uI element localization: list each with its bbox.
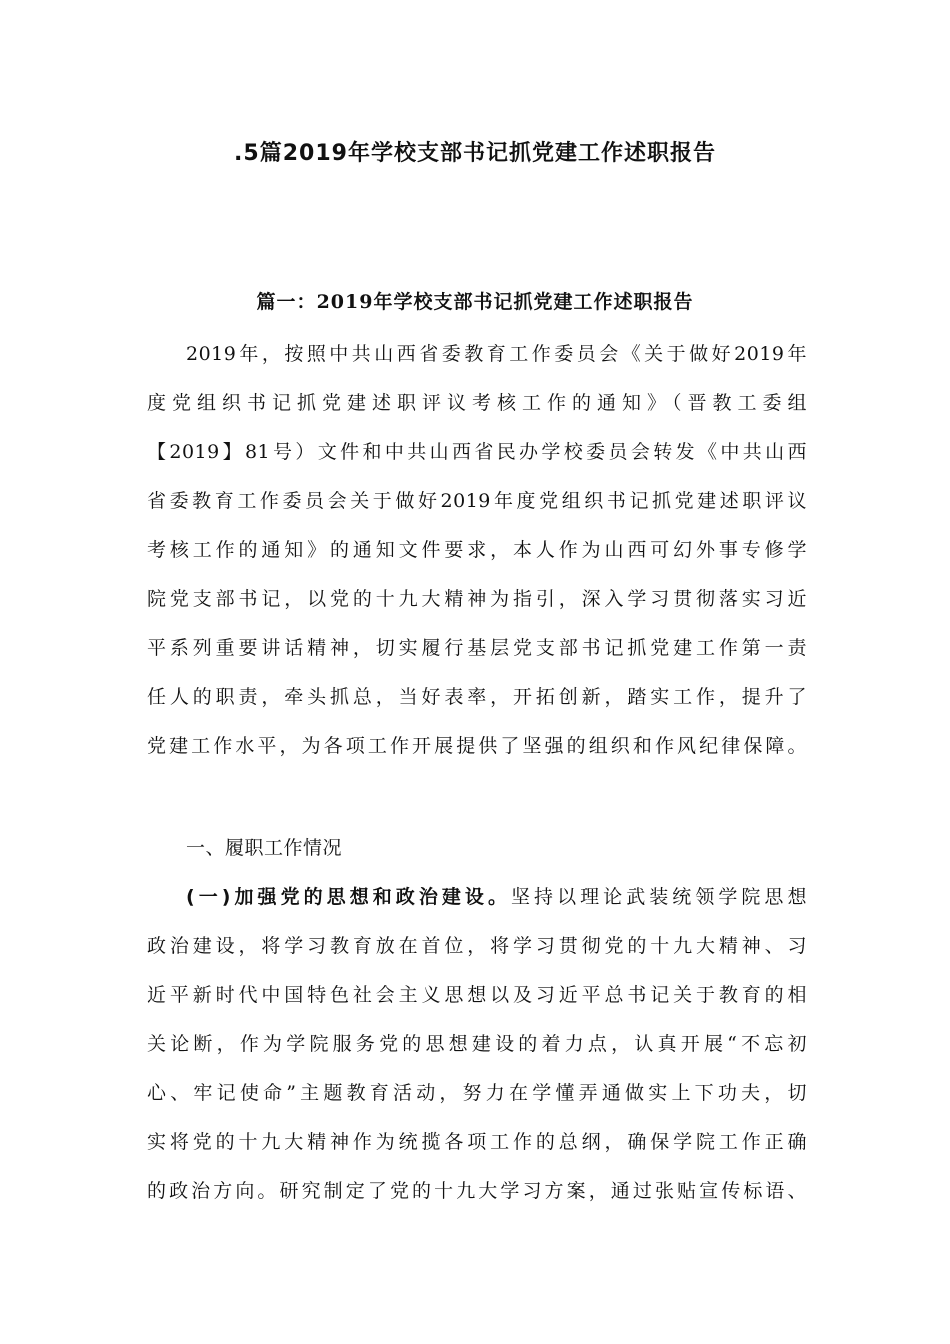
paragraph-line: 政治建设，将学习教育放在首位，将学习贯彻党的十九大精神、习 — [147, 935, 807, 957]
article-heading-text: 2019年学校支部书记抓党建工作述职报告 — [316, 291, 694, 313]
paragraph-line-rest: 坚持以理论武装统领学院思想 — [510, 886, 807, 908]
section-1 — [147, 824, 807, 1216]
paragraph-line: 心、牢记使命”主题教育活动，努力在学懂弄通做实上下功夫，切 — [147, 1082, 807, 1104]
paragraph-line: 考核工作的通知》的通知文件要求，本人作为山西可幻外事专修学 — [147, 539, 807, 561]
paragraph-1 — [147, 330, 807, 771]
document-title: .5篇2019年学校支部书记抓党建工作述职报告 — [234, 141, 716, 166]
paragraph-line: 2019年，按照中共山西省委教育工作委员会《关于做好2019年 — [186, 343, 807, 365]
paragraph-bold-lead: (一)加强党的思想和政治建设。 — [186, 886, 511, 908]
paragraph-line: 院党支部书记，以党的十九大精神为指引，深入学习贯彻落实习近 — [147, 588, 807, 610]
paragraph-line: 近平新时代中国特色社会主义思想以及习近平总书记关于教育的相 — [147, 984, 807, 1006]
paragraph-line: 的政治方向。研究制定了党的十九大学习方案，通过张贴宣传标语、 — [147, 1180, 807, 1202]
article-heading — [0, 287, 950, 314]
paragraph-line: 任人的职责，牵头抓总，当好表率，开拓创新，踏实工作，提升了 — [147, 686, 807, 708]
paragraph-line: 实将党的十九大精神作为统揽各项工作的总纲，确保学院工作正确 — [147, 1131, 807, 1153]
paragraph-line: 【2019】81号）文件和中共山西省民办学校委员会转发《中共山西 — [147, 441, 807, 463]
article-heading-label: 篇一： — [256, 291, 317, 313]
paragraph-line: 平系列重要讲话精神，切实履行基层党支部书记抓党建工作第一责 — [147, 637, 807, 659]
section-heading: 一、履职工作情况 — [186, 837, 343, 859]
paragraph-line — [147, 873, 807, 922]
paragraph-line: 度党组织书记抓党建述职评议考核工作的通知》（晋教工委组 — [147, 392, 807, 414]
paragraph-line: 省委教育工作委员会关于做好2019年度党组织书记抓党建述职评议 — [147, 490, 807, 512]
paragraph-line: 关论断，作为学院服务党的思想建设的着力点，认真开展“不忘初 — [147, 1033, 807, 1055]
paragraph-line: 党建工作水平，为各项工作开展提供了坚强的组织和作风纪律保障。 — [147, 735, 807, 757]
